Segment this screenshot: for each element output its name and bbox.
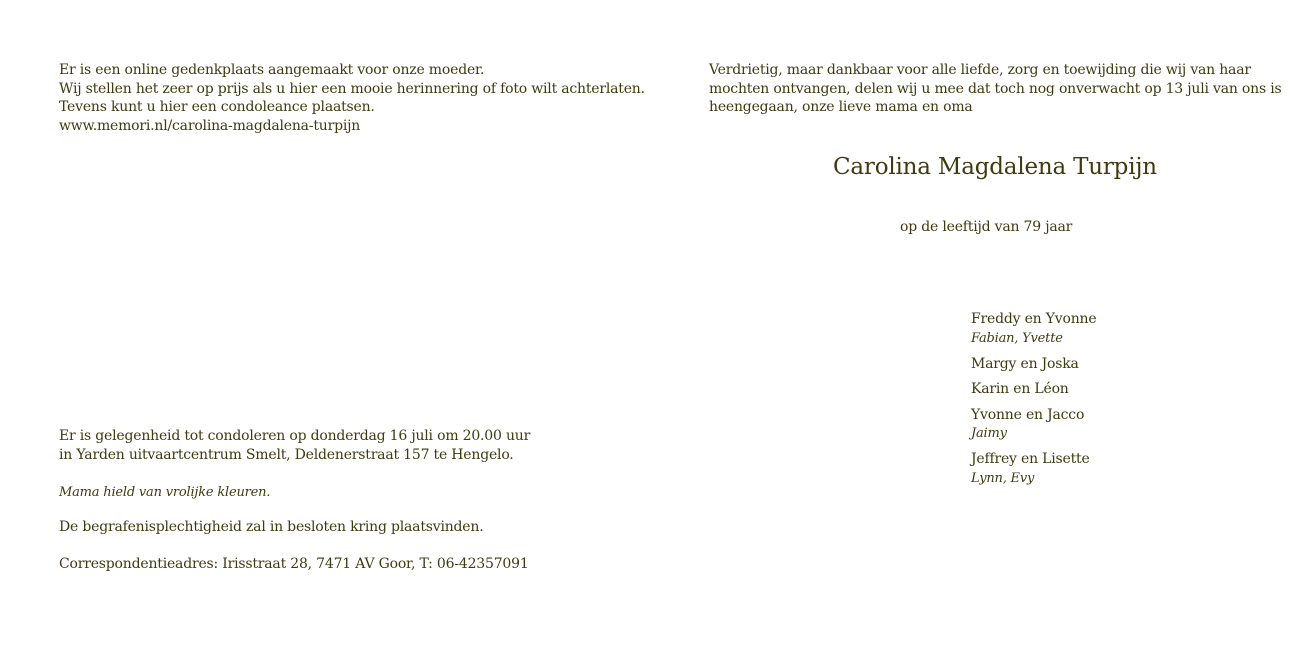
family-couple: Karin en Léon (971, 381, 1069, 397)
age-line: op de leeftijd van 79 jaar (900, 219, 1073, 235)
colors-note: Mama hield van vrolijke kleuren. (59, 485, 271, 500)
family-entry (971, 380, 1096, 399)
online-line-3: Tevens kunt u hier een condoleance plaatsen. (59, 99, 375, 115)
online-line-2: Wij stellen het zeer op prijs als u hier een mooie herinnering of foto wilt achterlaten. (59, 80, 645, 97)
correspondence-address: Correspondentieadres: Irisstraat 28, 7471 AV Goor, T: 06-42357091 (59, 556, 529, 572)
online-line-1: Er is een online gedenkplaats aangemaakt voor onze moeder. (59, 62, 485, 78)
intro-line-1: Verdrietig, maar dankbaar voor alle liefde, zorg en toewijding die wij van haar (709, 62, 1251, 78)
online-memorial-notice (59, 61, 645, 135)
family-list (971, 310, 1096, 495)
family-entry (971, 310, 1096, 348)
memorial-url: www.memori.nl/carolina-magdalena-turpijn (59, 117, 361, 134)
family-entry (971, 450, 1096, 488)
family-entry (971, 406, 1096, 444)
condolence-line-2: in Yarden uitvaartcentrum Smelt, Deldenerstraat 157 te Hengelo. (59, 446, 514, 463)
family-children: Lynn, Evy (971, 470, 1035, 486)
family-couple: Jeffrey en Lisette (971, 451, 1090, 467)
family-couple: Freddy en Yvonne (971, 311, 1097, 327)
funeral-note: De begrafenisplechtigheid zal in besloten kring plaatsvinden. (59, 519, 484, 535)
family-couple: Margy en Joska (971, 355, 1079, 372)
family-children: Fabian, Yvette (971, 330, 1063, 346)
condolence-line-1: Er is gelegenheid tot condoleren op donderdag 16 juli om 20.00 uur (59, 428, 531, 444)
intro-line-2: mochten ontvangen, delen wij u mee dat toch nog onverwacht op 13 juli van ons is (709, 80, 1282, 97)
deceased-name: Carolina Magdalena Turpijn (833, 154, 1157, 180)
condolence-notice (59, 427, 530, 464)
announcement-intro (709, 61, 1281, 117)
family-couple: Yvonne en Jacco (971, 406, 1085, 423)
family-entry (971, 355, 1096, 374)
intro-line-3: heengegaan, onze lieve mama en oma (709, 99, 973, 115)
family-children: Jaimy (971, 426, 1007, 441)
